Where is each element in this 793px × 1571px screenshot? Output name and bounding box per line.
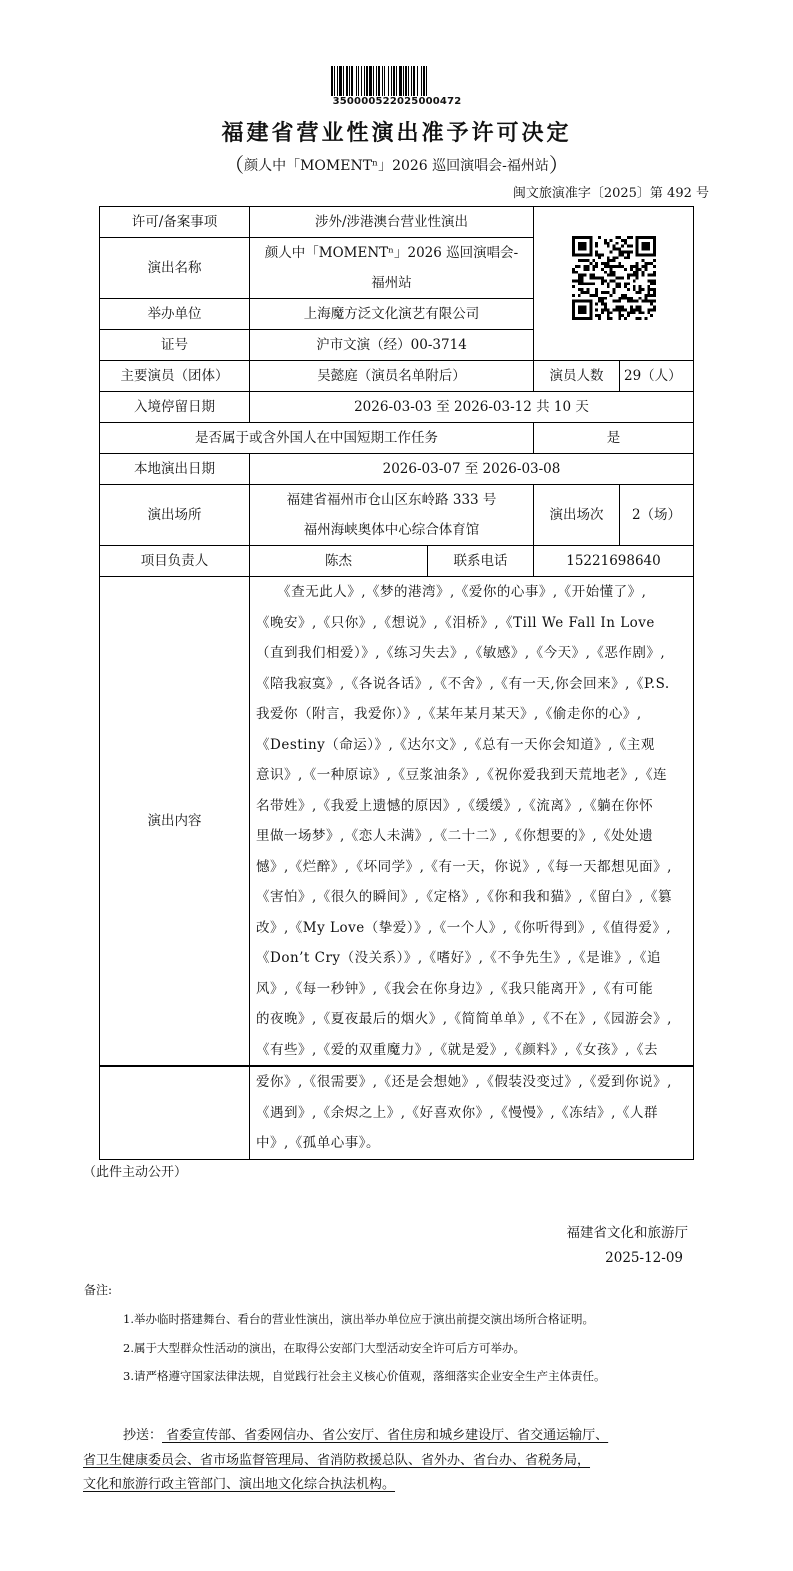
content-line: 《陪我寂寞》,《各说各话》,《不舍》,《有一天,你会回来》,《P.S. <box>256 675 670 692</box>
notes-label: 备注: <box>84 1283 113 1297</box>
barcode <box>331 66 463 96</box>
content-line: 里做一场梦》,《恋人未满》,《二十二》,《你想要的》,《处处遗 <box>256 828 654 844</box>
issue-date: 2025-12-09 <box>605 1250 683 1266</box>
content-line: 爱你》,《很需要》,《还是会想她》,《假装没变过》,《爱到你说》, <box>256 1074 672 1090</box>
show-name-label: 演出名称 <box>100 238 250 299</box>
content-line: 《Don’t Cry（没关系）》,《嗜好》,《不争先生》,《是谁》,《追 <box>256 950 661 966</box>
content-line: 改》,《My Love（挚爱）》,《一个人》,《你听得到》,《值得爱》, <box>256 919 672 936</box>
note-item: 1.举办临时搭建舞台、看台的营业性演出，演出举办单位应于演出前提交演出场所合格证明。 <box>123 1312 594 1326</box>
note-item: 2.属于大型群众性活动的演出，在取得公安部门大型活动安全许可后方可举办。 <box>123 1341 525 1355</box>
stay-dates-value: 2026-03-03 至 2026-03-12 共 10 天 <box>250 392 694 423</box>
phone-label: 联系电话 <box>428 546 534 577</box>
content-line: 《有些》,《爱的双重魔力》,《就是爱》,《颜料》,《女孩》,《去 <box>256 1041 658 1058</box>
license-value: 沪市文演（经）00-3714 <box>250 330 534 361</box>
content-continued-label <box>100 1067 250 1160</box>
license-label: 证号 <box>100 330 250 361</box>
content-continued-lines <box>256 1067 687 1159</box>
permit-item-label: 许可/备案事项 <box>100 207 250 238</box>
performer-count-value: 29（人） <box>620 361 694 392</box>
content-line: 风》,《每一秒钟》,《我会在你身边》,《我只能离开》,《有可能 <box>256 980 654 997</box>
permit-table <box>99 206 694 1066</box>
manager-value: 陈杰 <box>250 546 428 577</box>
content-continued-table <box>99 1066 694 1160</box>
venue-label: 演出场所 <box>100 485 250 546</box>
content-label: 演出内容 <box>100 577 250 1066</box>
content-lines <box>256 577 687 1065</box>
content-line: 《Destiny（命运）》,《达尔文》,《总有一天你会知道》,《主观 <box>256 736 655 753</box>
content-line: （直到我们相爱）》,《练习失去》,《敏感》,《今天》,《恶作剧》, <box>256 645 666 661</box>
phone-value: 15221698640 <box>534 546 694 577</box>
main-performer-value: 吴懿庭（演员名单附后） <box>250 361 534 392</box>
organizer-value: 上海魔方泛文化演艺有限公司 <box>250 299 534 330</box>
qr-code-icon <box>572 236 656 320</box>
permit-item-value: 涉外/涉港澳台营业性演出 <box>250 207 534 238</box>
stay-dates-label: 入境停留日期 <box>100 392 250 423</box>
performer-count-label: 演员人数 <box>534 361 620 392</box>
show-name-line-1: 颜人中「MOMENTⁿ」2026 巡回演唱会- <box>264 245 519 261</box>
cc-line-2: 省卫生健康委员会、省市场监督管理局、省消防救援总队、省外办、省台办、省税务局， <box>83 1452 591 1468</box>
content-line: 我爱你（附言，我爱你）》,《某年某月某天》,《偷走你的心》, <box>256 706 642 722</box>
venue-line-2: 福州海峡奥体中心综合体育馆 <box>303 522 480 538</box>
local-dates-label: 本地演出日期 <box>100 454 250 485</box>
foreign-work-label: 是否属于或含外国人在中国短期工作任务 <box>100 423 534 454</box>
document-number: 闽文旅演准字〔2025〕第 492 号 <box>512 186 709 201</box>
subtitle-text: 颜人中「MOMENTⁿ」2026 巡回演唱会-福州站 <box>244 158 549 174</box>
content-continued-value <box>250 1067 694 1160</box>
cc-label: 抄送： <box>123 1428 163 1443</box>
content-line: 意识》,《一种原谅》,《豆浆油条》,《祝你爱我到天荒地老》,《连 <box>256 767 668 783</box>
subtitle-open-paren: （ <box>224 153 245 177</box>
barcode-number: 350000522025000472 <box>332 96 462 107</box>
public-notice: （此件主动公开） <box>83 1165 188 1180</box>
manager-label: 项目负责人 <box>100 546 250 577</box>
foreign-work-value: 是 <box>534 423 694 454</box>
issuer: 福建省文化和旅游厅 <box>566 1225 688 1241</box>
sessions-value: 2（场） <box>620 485 694 546</box>
show-name-value <box>250 238 534 299</box>
venue-line-1: 福建省福州市仓山区东岭路 333 号 <box>286 492 497 508</box>
cc-line-1: 省委宣传部、省委网信办、省公安厅、省住房和城乡建设厅、省交通运输厅、 <box>162 1428 609 1443</box>
content-line: 中》,《孤单心事》。 <box>256 1135 381 1151</box>
cc-line-3: 文化和旅游行政主管部门、演出地文化综合执法机构。 <box>83 1477 396 1492</box>
content-line: 《查无此人》,《梦的港湾》,《爱你的心事》,《开始懂了》, <box>256 584 647 600</box>
local-dates-value: 2026-03-07 至 2026-03-08 <box>250 454 694 485</box>
venue-value <box>250 485 534 546</box>
main-performer-label: 主要演员（团体） <box>100 361 250 392</box>
content-line: 的夜晚》,《夏夜最后的烟火》,《简简单单》,《不在》,《园游会》, <box>256 1011 672 1027</box>
document-subtitle <box>0 149 793 178</box>
content-line: 名带姓》,《我爱上遗憾的原因》,《缓缓》,《流离》,《躺在你怀 <box>256 797 654 814</box>
sessions-label: 演出场次 <box>534 485 620 546</box>
organizer-label: 举办单位 <box>100 299 250 330</box>
document-title: 福建省营业性演出准予许可决定 <box>221 121 572 146</box>
content-value <box>250 577 694 1066</box>
cc-list <box>83 1424 713 1498</box>
note-item: 3.请严格遵守国家法律法规，自觉践行社会主义核心价值观，落细落实企业安全生产主体责任。 <box>123 1369 606 1383</box>
qr-code-cell <box>534 207 694 361</box>
content-line: 《晚安》,《只你》,《想说》,《泪桥》,《Till We Fall In Love <box>256 614 655 631</box>
show-name-line-2: 福州站 <box>371 275 412 291</box>
content-line: 《害怕》,《很久的瞬间》,《定格》,《你和我和猫》,《留白》,《篡 <box>256 889 672 905</box>
subtitle-close-paren: ） <box>548 153 569 177</box>
content-line: 《遇到》,《余烬之上》,《好喜欢你》,《慢慢》,《冻结》,《人群 <box>256 1104 658 1121</box>
content-line: 憾》,《烂醉》,《坏同学》,《有一天，你说》,《每一天都想见面》, <box>256 858 672 875</box>
